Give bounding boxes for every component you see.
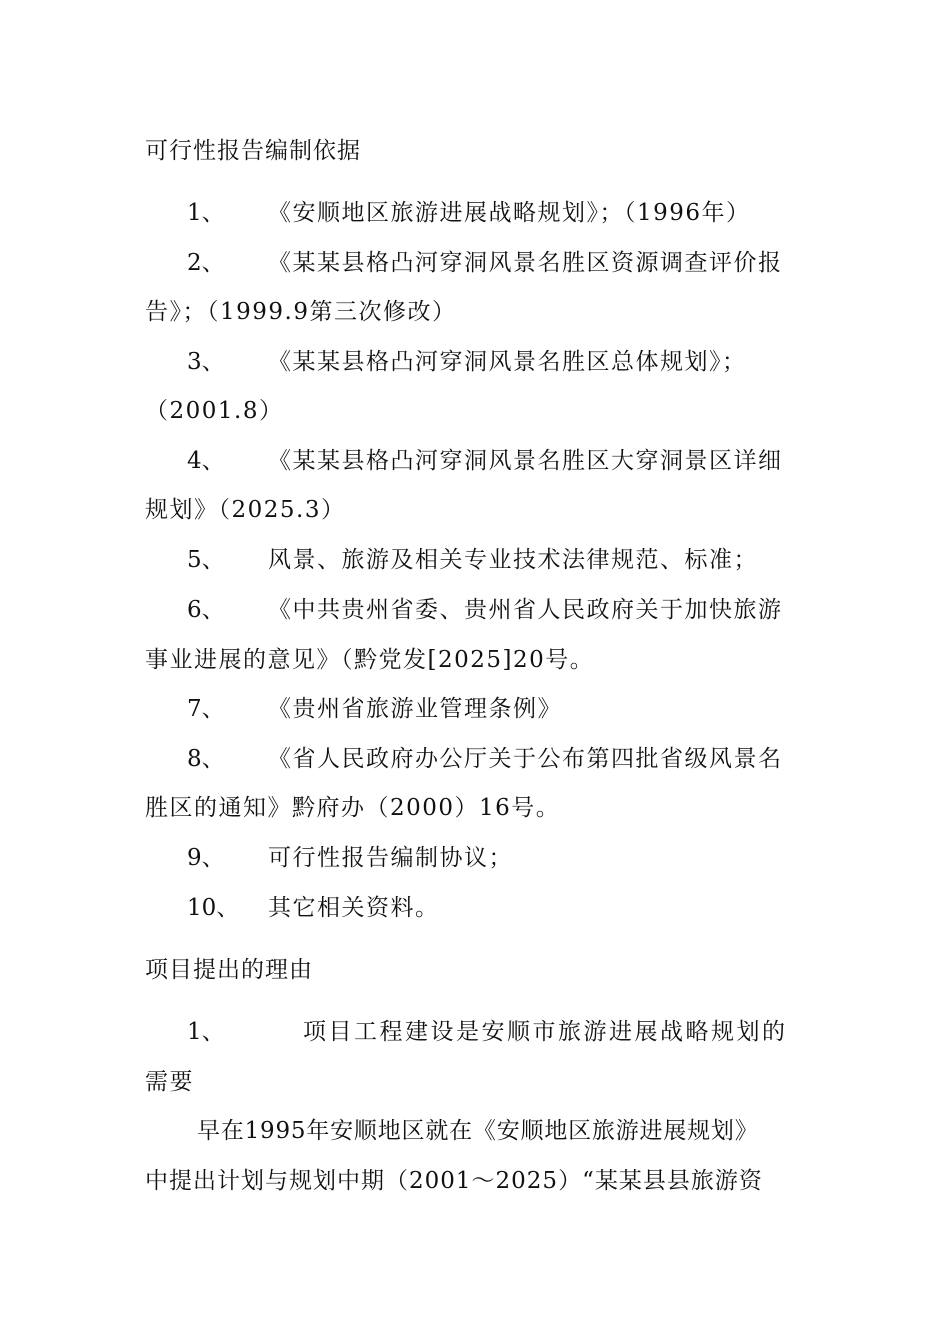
basis-item-1-number: 1、 [187,200,225,226]
basis-item-9-text: 可行性报告编制协议； [268,845,513,871]
basis-item-5-number: 5、 [187,547,225,573]
reason-item-1-text: 项目工程建设是安顺市旅游进展战略规划的 [303,1019,788,1045]
basis-item-10-number: 10、 [187,895,240,921]
basis-item-4-number: 4、 [187,448,225,474]
basis-item-4-text-cont: 规划》（2025.3） [145,497,346,523]
basis-item-7-text: 《贵州省旅游业管理条例》 [268,696,562,722]
reason-item-1-text-cont: 需要 [145,1069,194,1095]
reason-item-1-number: 1、 [187,1019,225,1045]
basis-item-2-number: 2、 [187,250,225,276]
basis-item-3-number: 3、 [187,349,225,375]
paragraph-line-2: 中提出计划与规划中期（2001～2025）“某某县县旅游资 [145,1168,763,1194]
basis-item-6-text-cont: 事业进展的意见》（黔党发[2025]20号。 [145,647,595,673]
basis-item-3-text-cont: （2001.8） [145,398,284,424]
basis-item-9-number: 9、 [187,845,225,871]
basis-item-2-text-cont: 告》；（1999.9第三次修改） [145,299,457,325]
basis-item-8-text: 《省人民政府办公厅关于公布第四批省级风景名 [268,746,783,772]
basis-item-7-number: 7、 [187,696,225,722]
basis-item-2-text: 《某某县格凸河穿洞风景名胜区资源调查评价报 [268,250,783,276]
basis-item-5-text: 风景、旅游及相关专业技术法律规范、标准； [268,547,758,573]
basis-item-1-text: 《安顺地区旅游进展战略规划》；（1996年） [268,200,751,226]
paragraph-line-1: 早在1995年安顺地区就在《安顺地区旅游进展规划》 [197,1118,759,1144]
section-heading-basis: 可行性报告编制依据 [145,138,361,164]
basis-item-10-text: 其它相关资料。 [268,895,440,921]
basis-item-4-text: 《某某县格凸河穿洞风景名胜区大穿洞景区详细 [268,448,783,474]
basis-item-6-text: 《中共贵州省委、贵州省人民政府关于加快旅游 [268,597,783,623]
basis-item-3-text: 《某某县格凸河穿洞风景名胜区总体规划》； [268,349,747,375]
basis-item-8-text-cont: 胜区的通知》黔府办（2000）16号。 [145,795,561,821]
section-heading-reason: 项目提出的理由 [145,957,313,983]
basis-item-6-number: 6、 [187,597,225,623]
basis-item-8-number: 8、 [187,746,225,772]
